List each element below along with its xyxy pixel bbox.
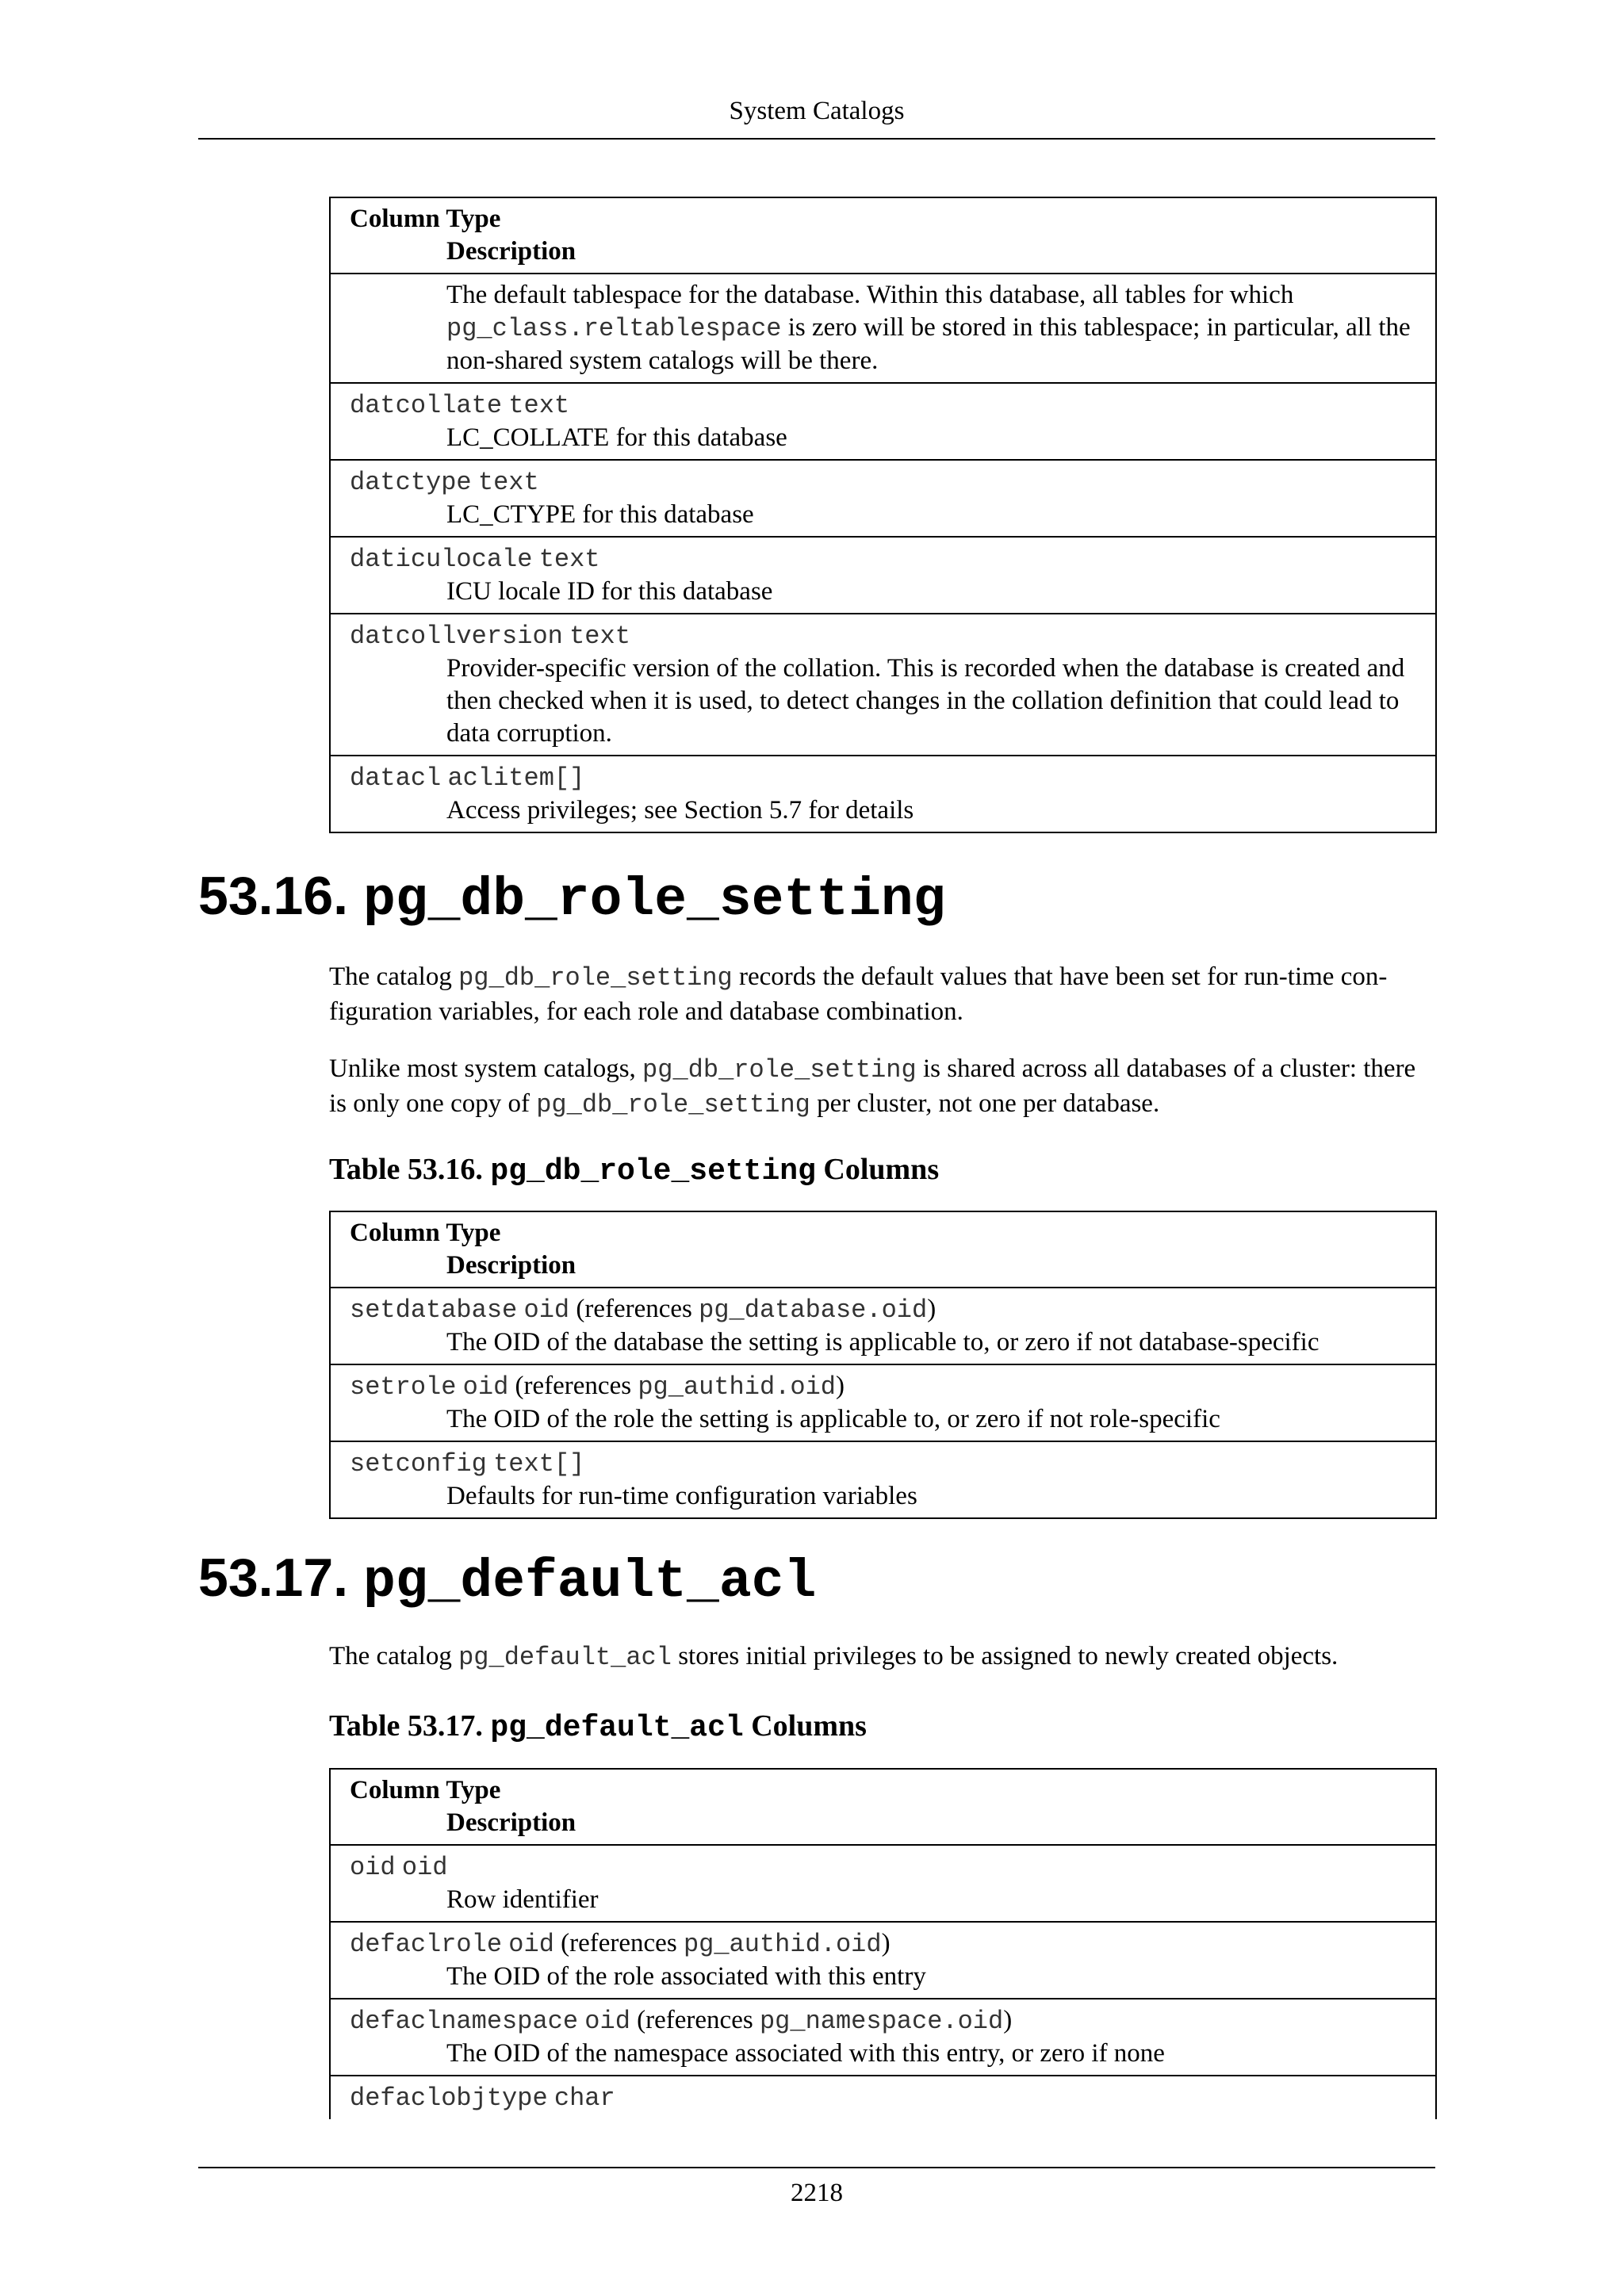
running-header: System Catalogs	[729, 97, 905, 125]
description-header: Description	[446, 1808, 576, 1837]
column-type-header: Column Type	[350, 205, 501, 233]
section-title: pg_db_role_setting	[362, 870, 946, 931]
column-type: oid	[401, 1853, 448, 1882]
table-row	[330, 1441, 1436, 1518]
code-ref: pg_db_role_setting	[536, 1090, 810, 1119]
table-row	[330, 460, 1436, 537]
table-row	[330, 537, 1436, 614]
column-type: oid	[584, 2007, 630, 2036]
column-description: Defaults for run-time configuration variables	[446, 1482, 917, 1510]
description-header: Description	[446, 1251, 576, 1280]
table-caption: Table 53.16. pg_db_role_setting Columns	[329, 1153, 940, 1188]
code-ref: pg_class.reltablespace	[446, 314, 782, 343]
column-name: datctype	[350, 468, 472, 497]
column-description: LC_CTYPE for this database	[446, 500, 754, 529]
column-name: defaclobjtype	[350, 2084, 548, 2113]
column-description: The OID of the role associated with this entry	[446, 1962, 926, 1991]
table-header-row	[330, 1211, 1436, 1288]
reference: pg_database.oid	[699, 1295, 928, 1325]
section-number: 53.17.	[198, 1548, 349, 1608]
table-row	[330, 274, 1436, 383]
column-type-header: Column Type	[350, 1776, 501, 1804]
column-type: text	[477, 468, 539, 497]
column-type: text	[538, 545, 600, 574]
table-row	[330, 756, 1436, 832]
code-ref: pg_default_acl	[458, 1643, 672, 1672]
header-rule	[198, 138, 1435, 140]
table-header-row	[330, 197, 1436, 274]
reference: pg_authid.oid	[638, 1372, 836, 1402]
code-ref: pg_db_role_setting	[458, 963, 733, 993]
section-number: 53.16.	[198, 866, 349, 926]
column-type: text	[508, 391, 570, 420]
column-name: setconfig	[350, 1449, 487, 1479]
catalog-table-pg-db-role-setting	[329, 1211, 1437, 1519]
paragraph: The catalog pg_db_role_setting records the default values that have been set for run-time con-figuration variables, for each role and database combination.	[329, 962, 1388, 1026]
column-type: text	[569, 622, 630, 651]
column-description: ICU locale ID for this database	[446, 577, 773, 606]
continued-description: The default tablespace for the database. Within this database, all tables for which pg_class.reltablespace is zero will be stored in this tablespace; in particular, all the non-shared system catalogs will be there.	[446, 281, 1411, 375]
column-type-header: Column Type	[350, 1219, 501, 1247]
catalog-table-pg-default-acl	[329, 1768, 1437, 2119]
column-description: Provider-specific version of the collation. This is recorded when the database is created and then checked when it is used, to detect changes in the collation definition that could lead to data corruption.	[446, 654, 1405, 748]
column-name: defaclnamespace	[350, 2007, 579, 2036]
table-row: defaclrole oid (references pg_authid.oid) The OID of the role associated with this entry	[330, 1922, 1436, 1999]
table-row: defaclnamespace oid (references pg_namespace.oid) The OID of the namespace associated with this entry, or zero if none	[330, 1999, 1436, 2076]
table-row	[330, 2076, 1436, 2119]
column-type: oid	[508, 1930, 554, 1959]
code-ref: pg_db_role_setting	[642, 1055, 917, 1085]
table-row	[330, 614, 1436, 756]
column-name: defaclrole	[350, 1930, 503, 1959]
reference: pg_namespace.oid	[759, 2007, 1004, 2036]
column-description: LC_COLLATE for this database	[446, 423, 787, 452]
column-name: datcollate	[350, 391, 503, 420]
reference: pg_authid.oid	[683, 1930, 882, 1959]
page-number: 2218	[791, 2179, 843, 2207]
column-name: oid	[350, 1853, 396, 1882]
section-heading-53-16	[198, 864, 946, 932]
paragraph: Unlike most system catalogs, pg_db_role_setting is shared across all databases of a cluster: there is only one copy of pg_db_role_setting per cluster, not one per database.	[329, 1054, 1416, 1119]
section-heading-53-17	[198, 1546, 816, 1614]
column-type: oid	[523, 1295, 570, 1325]
column-type: oid	[462, 1372, 509, 1402]
table-row: setdatabase oid (references pg_database.oid) The OID of the database the setting is applicable to, or zero if not database-specific	[330, 1288, 1436, 1364]
table-row	[330, 1845, 1436, 1922]
column-name: daticulocale	[350, 545, 533, 574]
section-title: pg_default_acl	[362, 1552, 817, 1613]
column-description: The OID of the namespace associated with this entry, or zero if none	[446, 2039, 1165, 2068]
table-caption: Table 53.17. pg_default_acl Columns	[329, 1709, 867, 1745]
table-header-row	[330, 1769, 1436, 1845]
footer-rule	[198, 2167, 1435, 2168]
table-row: setrole oid (references pg_authid.oid) The OID of the role the setting is applicable to, or zero if not role-specific	[330, 1364, 1436, 1441]
column-description: The OID of the database the setting is applicable to, or zero if not database-specific	[446, 1328, 1320, 1357]
column-name: setdatabase	[350, 1295, 518, 1325]
column-name: datacl	[350, 763, 442, 793]
description-header: Description	[446, 237, 576, 266]
column-description: The OID of the role the setting is applicable to, or zero if not role-specific	[446, 1405, 1220, 1433]
column-type: char	[553, 2084, 615, 2113]
column-name: datcollversion	[350, 622, 563, 651]
table-header-cell	[330, 197, 1436, 274]
table-row	[330, 383, 1436, 460]
column-name: setrole	[350, 1372, 457, 1402]
column-type: aclitem[]	[447, 763, 585, 793]
column-description: Access privileges; see Section 5.7 for details	[446, 796, 914, 825]
column-description: Row identifier	[446, 1885, 599, 1914]
paragraph: The catalog pg_default_acl stores initial privileges to be assigned to newly created objects.	[329, 1642, 1339, 1672]
column-type: text[]	[493, 1449, 585, 1479]
catalog-table-continued	[329, 197, 1437, 833]
